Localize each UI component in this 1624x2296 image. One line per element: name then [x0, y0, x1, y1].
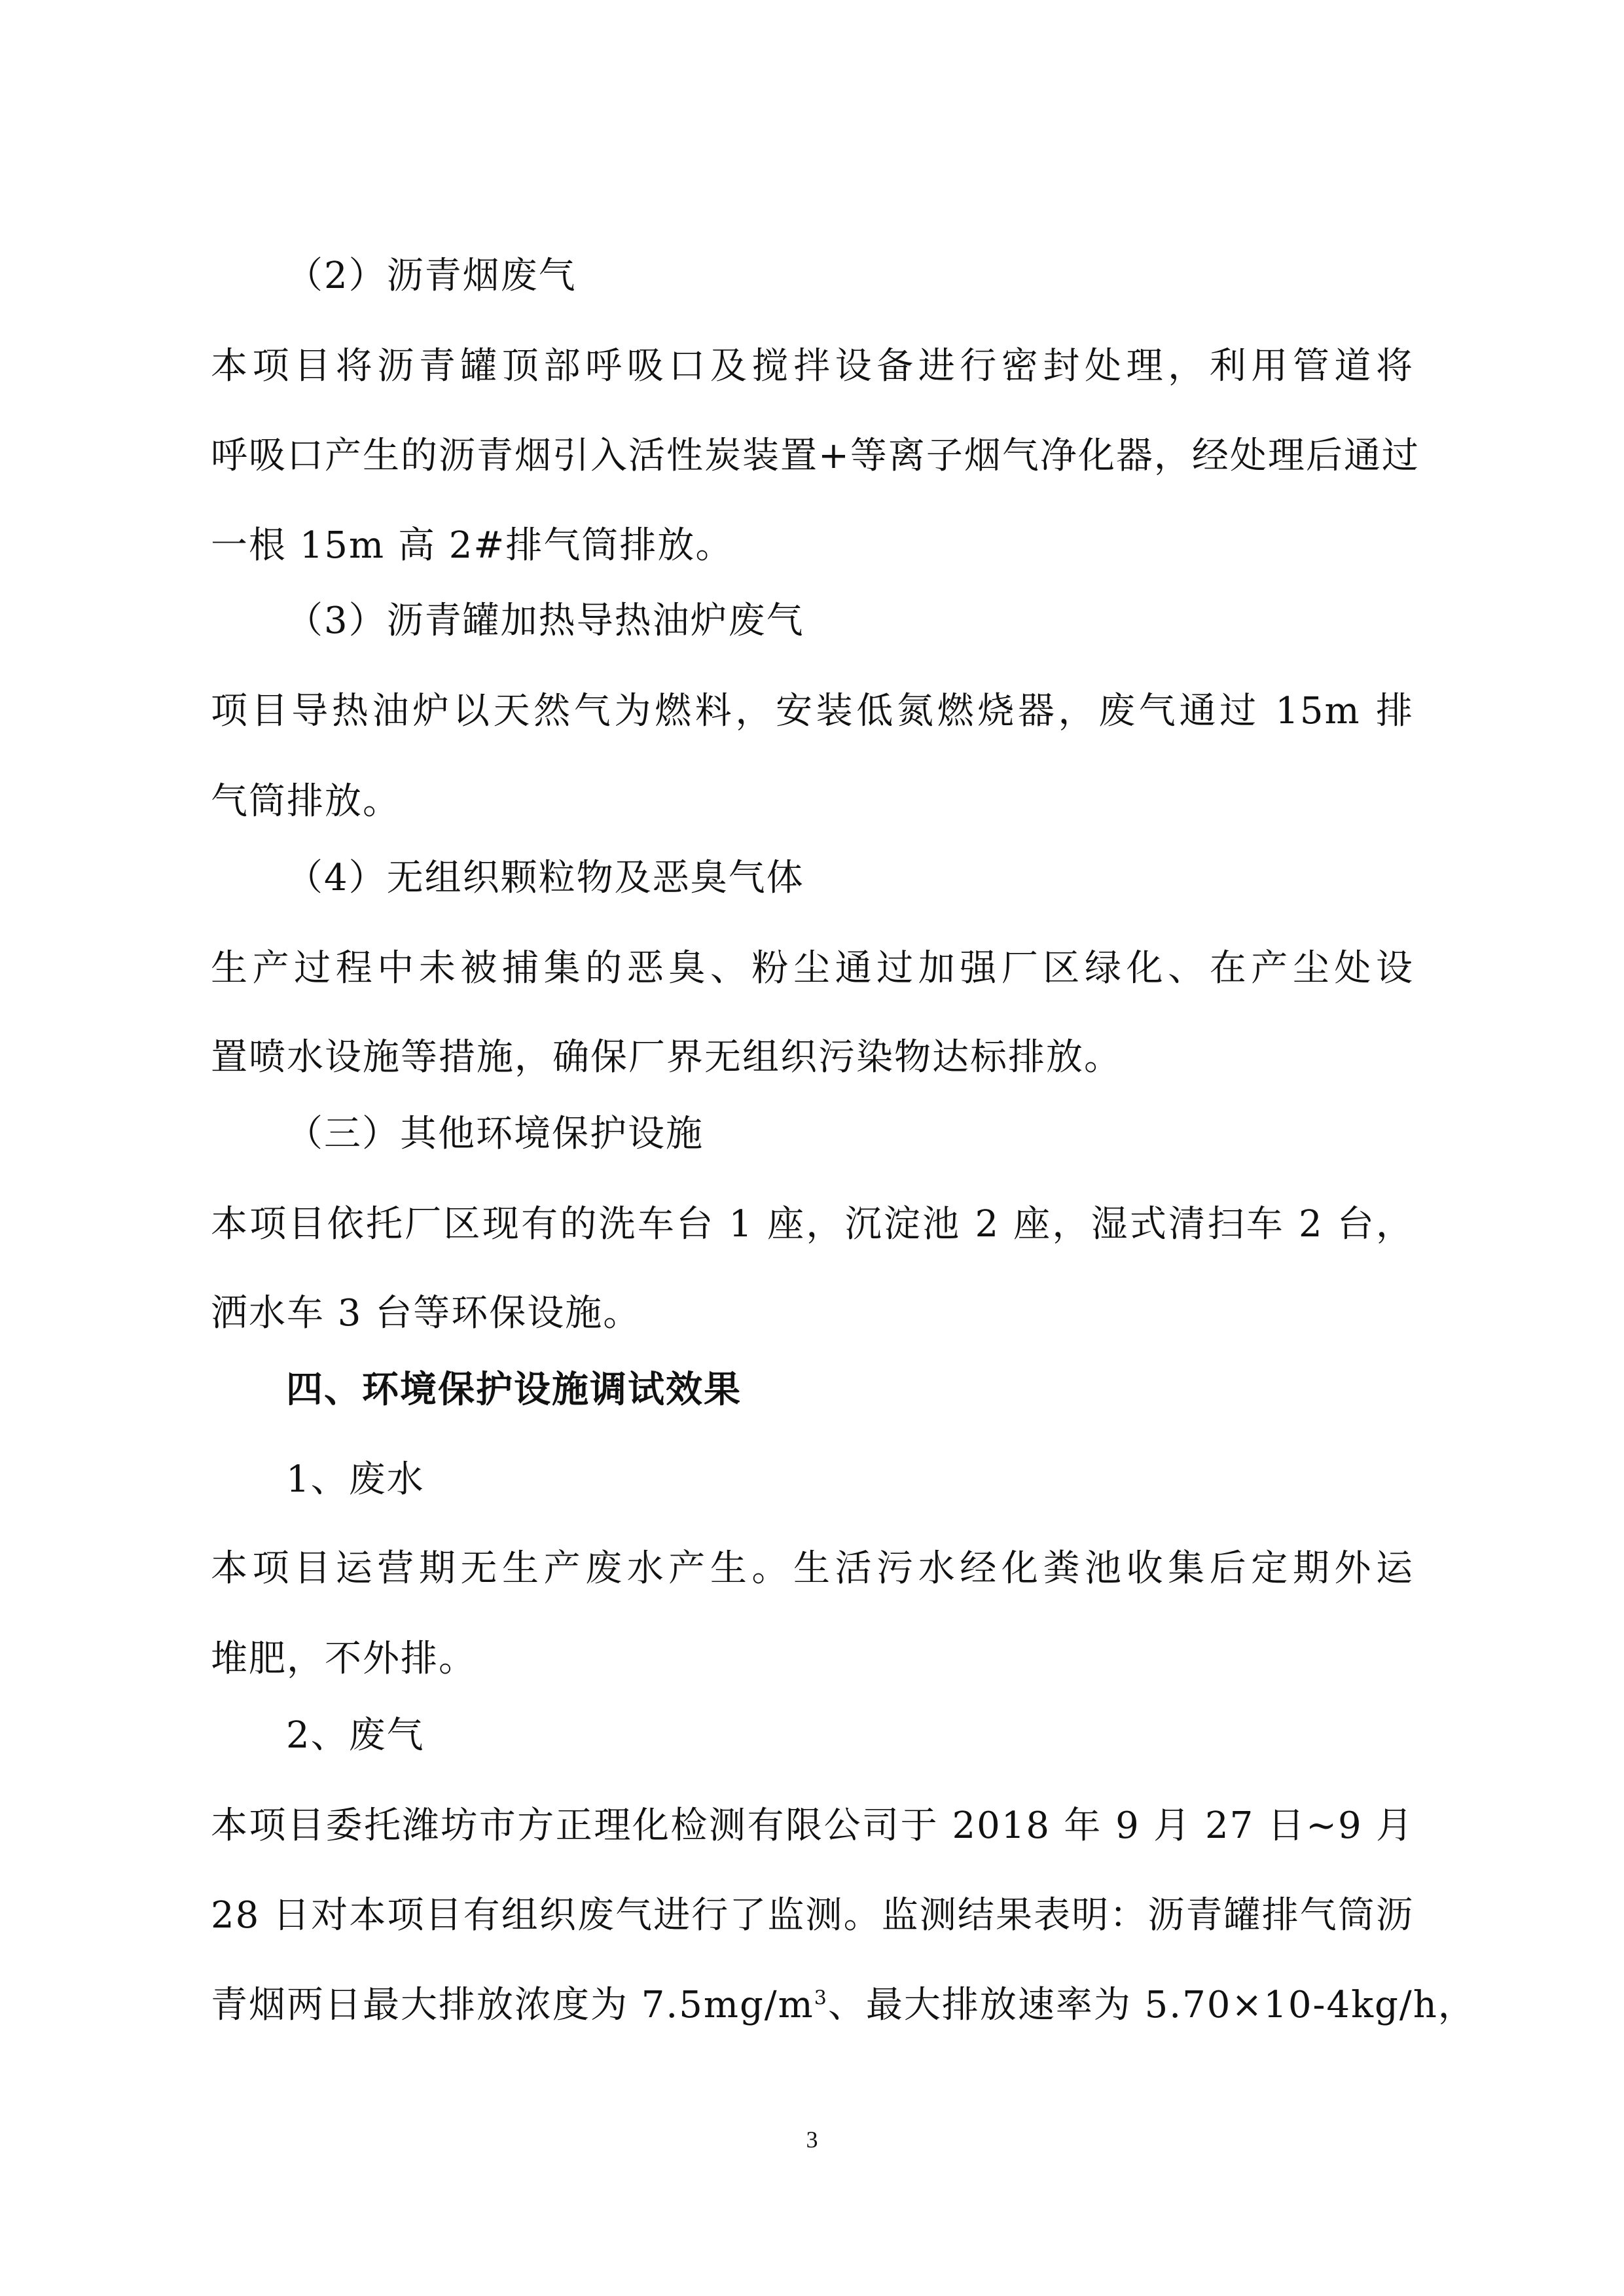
- subsection-heading-waste-gas: 2、废气: [286, 1714, 425, 1757]
- page-number: 3: [806, 2126, 818, 2153]
- superscript: 3: [814, 1986, 828, 2010]
- paragraph-line: 项目导热油炉以天然气为燃料，安装低氮燃烧器，废气通过 15m 排: [211, 690, 1414, 732]
- paragraph-line: 堆肥，不外排。: [211, 1638, 477, 1680]
- paragraph-line: 气筒排放。: [211, 780, 401, 823]
- section-heading-heater-exhaust: （3）沥青罐加热导热油炉废气: [286, 600, 804, 642]
- paragraph-line: 本项目委托潍坊市方正理化检测有限公司于 2018 年 9 月 27 日~9 月: [211, 1804, 1414, 1847]
- paragraph-line: 本项目将沥青罐顶部呼吸口及搅拌设备进行密封处理，利用管道将: [211, 345, 1414, 387]
- paragraph-line: 呼吸口产生的沥青烟引入活性炭装置+等离子烟气净化器，经处理后通过: [211, 435, 1420, 477]
- section-heading-asphalt-fume: （2）沥青烟废气: [286, 255, 577, 297]
- chapter-heading-commissioning-results: 四、环境保护设施调试效果: [286, 1368, 742, 1411]
- paragraph-line: 生产过程中未被捕集的恶臭、粉尘通过加强厂区绿化、在产尘处设: [211, 947, 1414, 990]
- text-fragment: 、最大排放速率为 5.70×10-4kg/h，: [827, 1984, 1476, 2026]
- paragraph-line: 28 日对本项目有组织废气进行了监测。监测结果表明：沥青罐排气筒沥: [211, 1894, 1414, 1937]
- paragraph-line: 洒水车 3 台等环保设施。: [211, 1292, 641, 1335]
- section-heading-fugitive-emissions: （4）无组织颗粒物及恶臭气体: [286, 857, 804, 899]
- subsection-heading-wastewater: 1、废水: [286, 1458, 425, 1501]
- paragraph-line: 一根 15m 高 2#排气筒排放。: [211, 524, 734, 567]
- text-fragment: 青烟两日最大排放浓度为 7.5mg/m: [211, 1984, 814, 2026]
- paragraph-line: 置喷水设施等措施，确保厂界无组织污染物达标排放。: [211, 1036, 1122, 1079]
- section-heading-other-facilities: （三）其他环境保护设施: [286, 1113, 704, 1155]
- paragraph-line: 本项目依托厂区现有的洗车台 1 座，沉淀池 2 座，湿式清扫车 2 台，: [211, 1203, 1414, 1246]
- paragraph-line: 本项目运营期无生产废水产生。生活污水经化粪池收集后定期外运: [211, 1547, 1414, 1590]
- paragraph-line: [211, 1984, 1476, 2026]
